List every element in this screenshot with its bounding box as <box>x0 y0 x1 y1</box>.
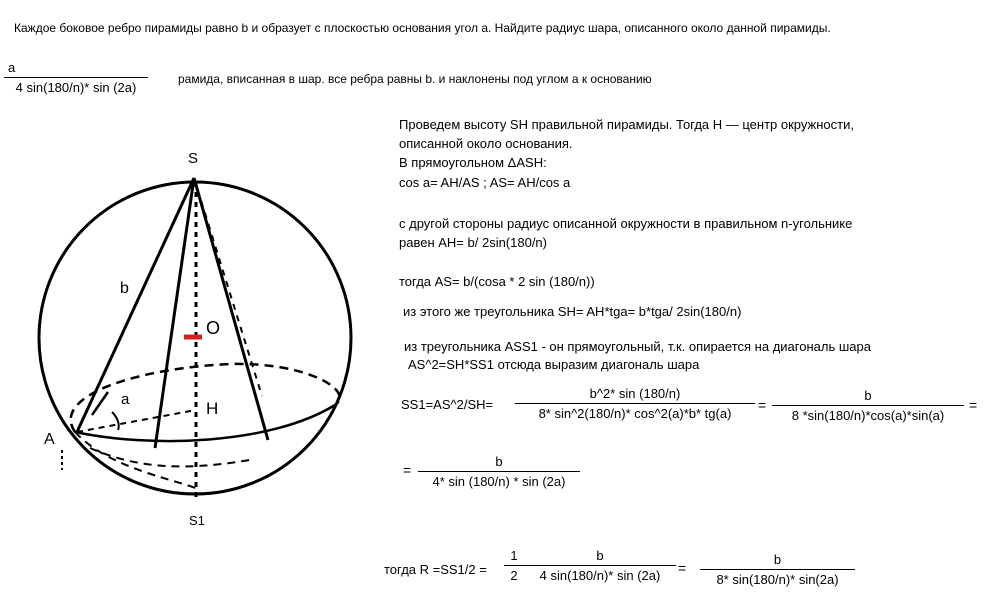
label-b: b <box>120 280 129 297</box>
final-eq: = <box>678 560 687 576</box>
final-f2-numerator: b <box>773 552 782 567</box>
angle-mark-a2 <box>112 412 119 430</box>
problem-text: Каждое боковое ребро пирамиды равно b и образует с плоскостью основания угол a. Найдите радиус шара, описанного около данной пирамиды. <box>14 21 831 35</box>
ss1-fraction-1 <box>515 386 755 421</box>
answer-denominator: 4 sin(180/n)* sin (2a) <box>15 80 137 95</box>
lower-dashed-arc-2 <box>90 448 250 466</box>
label-O: O <box>206 318 221 338</box>
label-S1: S1 <box>189 513 205 528</box>
label-S: S <box>188 150 199 167</box>
solution-line-7: тогда AS= b/(cosa * 2 sin (180/n)) <box>399 274 595 289</box>
solution-line-2: описанной около основания. <box>399 136 573 151</box>
final-fraction-1 <box>524 548 676 583</box>
solution-line-3: В прямоугольном ΔASH: <box>399 155 547 170</box>
solution-line-9: из треугольника ASS1 - он прямоугольный, т.к. опирается на диагональ шара <box>404 339 871 354</box>
ss1-fraction-3 <box>418 454 580 489</box>
ss1-fraction-2 <box>772 388 964 423</box>
final-f2-denominator: 8* sin(180/n)* sin(2a) <box>716 572 839 587</box>
final-label: тогда R =SS1/2 = <box>384 562 487 577</box>
ss1-f1-denominator: 8* sin^2(180/n)* cos^2(a)*b* tg(a) <box>538 406 732 421</box>
solution-line-4: cos a= AH/AS ; AS= AH/cos a <box>399 175 571 190</box>
ss1-f1-numerator: b^2* sin (180/n) <box>589 386 681 401</box>
note-text: рамида, вписанная в шар. все ребра равны b. и наклонены под углом a к основанию <box>178 72 652 86</box>
label-H: H <box>206 399 219 418</box>
final-half-fraction <box>504 548 524 583</box>
ss1-eq-1: = <box>758 397 767 413</box>
final-half-numerator: 1 <box>510 548 518 563</box>
ss1-f2-denominator: 8 *sin(180/n)*cos(a)*sin(a) <box>791 408 945 423</box>
solution-line-5: с другой стороны радиус описанной окружности в правильном n-угольнике <box>399 216 853 231</box>
ss1-f3-denominator: 4* sin (180/n) * sin (2a) <box>432 474 566 489</box>
ss1-eq-3: = <box>403 462 412 478</box>
label-a: a <box>121 391 130 408</box>
ss1-f2-numerator: b <box>864 388 872 403</box>
answer-numerator: a <box>8 60 16 75</box>
solution-line-8: из этого же треугольника SH= AH*tga= b*tga/ 2sin(180/n) <box>403 304 742 319</box>
solution-line-1: Проведем высоту SH правильной пирамиды. Тогда H — центр окружности, <box>399 117 854 132</box>
base-ellipse-front <box>75 405 335 441</box>
final-f1-numerator: b <box>596 548 604 563</box>
final-fraction-2 <box>700 552 855 587</box>
label-A: A <box>44 431 55 448</box>
ss1-f3-numerator: b <box>495 454 503 469</box>
final-f1-denominator: 4 sin(180/n)* sin (2a) <box>539 568 661 583</box>
solution-line-6: равен AH= b/ 2sin(180/n) <box>399 235 547 250</box>
solution-line-10: AS^2=SH*SS1 отсюда выразим диагональ шара <box>408 357 700 372</box>
ss1-label: SS1=AS^2/SH= <box>401 397 494 412</box>
ss1-eq-2: = <box>969 397 978 413</box>
final-half-denominator: 2 <box>510 568 518 583</box>
segment-AH <box>77 410 196 432</box>
